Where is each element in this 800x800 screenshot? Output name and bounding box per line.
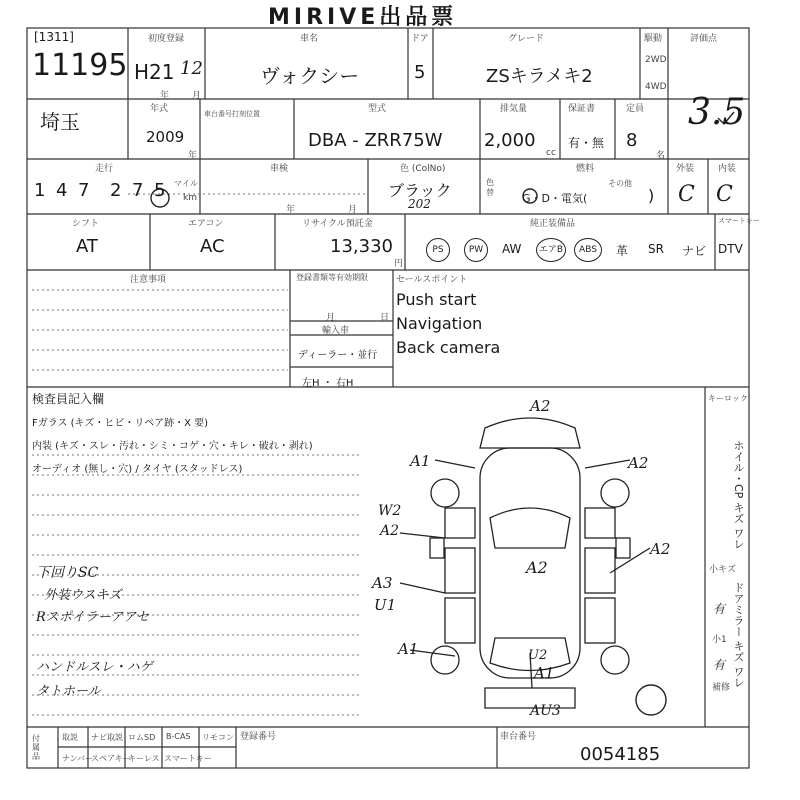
fuel-close: ) <box>648 186 655 205</box>
handwritten-note: ハンドルスレ・ハゲ <box>36 660 153 675</box>
damage-mark: A1 <box>410 452 431 470</box>
keylock-header: キーロック <box>708 394 748 403</box>
grade-header: グレード <box>508 34 545 44</box>
recycle-header: リサイクル預託金 <box>302 219 373 229</box>
equipment-header: 純正装備品 <box>530 219 576 229</box>
chassis-no-header: 車台番号 <box>500 732 537 742</box>
door-mirror-damage: ドアミラー キズ ワレ <box>732 582 745 688</box>
part-item: キーレス <box>128 754 160 763</box>
part-item: ロムSD <box>128 733 156 742</box>
right-front-door <box>585 548 615 593</box>
import-header: 輸入車 <box>322 326 350 336</box>
smartkey-header: スマートキー <box>718 217 760 225</box>
seats-unit: 名 <box>656 151 666 161</box>
air-conditioner: AC <box>200 236 225 257</box>
handwritten-note: タトホール <box>36 684 101 699</box>
damage-mark-right: A2 <box>650 540 671 558</box>
color-no: 202 <box>408 197 431 211</box>
type-header: 型式 <box>368 104 387 114</box>
cc-header: 排気量 <box>500 104 528 114</box>
dealer-parallel: ディーラー・並行 <box>298 350 378 361</box>
part-item: 取説 <box>62 733 78 742</box>
color-change: 色替 <box>486 178 494 197</box>
right-fender <box>585 508 615 538</box>
inspector-line: 内装 (キズ・スレ・汚れ・シミ・コゲ・穴・キレ・破れ・剥れ) <box>32 441 313 452</box>
left-fender <box>445 508 475 538</box>
damage-mark: A2 <box>380 523 400 539</box>
right-rear-door <box>585 598 615 643</box>
notes-header: 注意事項 <box>130 275 167 285</box>
damage-mark: A2 <box>530 397 551 415</box>
reg-no-header: 登録番号 <box>240 732 277 742</box>
model-name: ヴォクシー <box>260 64 360 88</box>
mileage-digit: 4 <box>56 180 68 201</box>
model-header: 車名 <box>300 34 319 44</box>
fuel-header: 燃料 <box>576 164 595 174</box>
damage-mark: U1 <box>374 596 397 614</box>
repair-label: 補修 <box>712 683 731 693</box>
left-rear-door <box>445 598 475 643</box>
mileage-digit: 2 <box>110 180 122 201</box>
equipment-pw: PW <box>464 238 488 262</box>
wheel-front-left <box>431 479 459 507</box>
shift: AT <box>76 236 98 257</box>
equipment-aw: AW <box>502 242 522 256</box>
damage-mark: A1 <box>398 640 419 658</box>
damage-mark: A3 <box>372 574 393 592</box>
handwritten-note: Rスポイラーアアセ <box>36 610 150 625</box>
fuel-other: その他 <box>608 179 632 188</box>
yen-unit: 円 <box>394 259 404 269</box>
sales-point: Navigation <box>396 314 483 333</box>
inspection-month: 月 <box>348 205 358 215</box>
mileage-digit: 7 <box>78 180 90 201</box>
mirror-left <box>430 538 444 558</box>
damage-mark: W2 <box>378 503 402 519</box>
form-title: MIRIVE出品票 <box>268 5 458 30</box>
vin-position-header: 車台番号打刻位置 <box>204 110 260 118</box>
damage-mark: A2 <box>526 558 548 577</box>
side-mark: 有 <box>713 658 726 672</box>
interior-header: 内装 <box>718 164 737 174</box>
mileage-digit: 5 <box>154 180 166 201</box>
equipment-airbag: エアB <box>536 238 566 262</box>
damage-mark: AU3 <box>530 703 561 719</box>
equipment-ps: PS <box>426 238 450 262</box>
part-item: ナビ取説 <box>91 733 123 742</box>
drive-4wd: 4WD <box>645 82 667 92</box>
shift-header: シフト <box>72 219 100 229</box>
handwritten-note: 外装ウスキズ <box>44 588 122 603</box>
damage-mark: U2 <box>528 648 548 663</box>
reg-month: 月 <box>326 313 336 323</box>
doors: 5 <box>414 62 426 83</box>
equipment-leather: 革 <box>616 244 629 258</box>
year-unit-2: 年 <box>188 151 198 161</box>
score-value: 3.5 <box>688 92 746 133</box>
side-mark: 有 <box>713 602 726 616</box>
year-header: 年式 <box>150 104 169 114</box>
first-reg-header: 初度登録 <box>148 34 185 44</box>
warranty: 有・無 <box>568 136 605 150</box>
mileage-digit: 7 <box>132 180 144 201</box>
model-year: 2009 <box>146 128 185 146</box>
inspector-line: Fガラス (キズ・ヒビ・リペア跡・X 要) <box>32 418 209 429</box>
parts-header: 付属品 <box>32 734 40 761</box>
left-front-door <box>445 548 475 593</box>
small-line-label: 小1 <box>712 635 727 645</box>
part-item: ナンバー <box>62 754 94 763</box>
inspection-year: 年 <box>286 205 296 215</box>
lot-number: 11195 <box>32 48 128 83</box>
seats: 8 <box>626 130 638 151</box>
damage-mark: A2 <box>628 454 649 472</box>
doors-header: ドア <box>411 34 429 44</box>
wheel-front-right <box>601 479 629 507</box>
prefecture: 埼玉 <box>40 110 80 134</box>
equipment-navi: ナビ <box>682 244 707 258</box>
drive-header: 駆動 <box>644 34 663 44</box>
front-bumper <box>480 418 580 448</box>
part-item: スマートキー <box>164 754 212 763</box>
seats-header: 定員 <box>626 104 645 114</box>
mileage-unit-km: km <box>183 193 197 203</box>
sales-point: Push start <box>396 290 477 309</box>
model-type: DBA - ZRR75W <box>308 130 443 151</box>
part-item: リモコン <box>202 733 234 742</box>
equipment-sunroof: SR <box>648 242 664 256</box>
mileage-digit: 1 <box>34 180 48 201</box>
warranty-header: 保証書 <box>568 104 596 114</box>
fuel: G・D・電気( <box>522 192 588 205</box>
grade: ZSキラメキ2 <box>486 66 593 87</box>
small-scratch-label: 小キズ <box>709 565 736 575</box>
drive-2wd: 2WD <box>645 55 667 65</box>
inspector-header: 検査員記入欄 <box>32 392 105 406</box>
damage-mark: A1 <box>534 664 555 682</box>
ac-header: エアコン <box>188 219 224 229</box>
wheel-rear-right <box>601 646 629 674</box>
equipment-abs: ABS <box>574 238 602 262</box>
displacement: 2,000 <box>484 130 536 151</box>
reg-day: 日 <box>380 313 390 323</box>
recycle-fee: 13,330 <box>330 236 393 257</box>
exterior-header: 外装 <box>676 164 695 174</box>
handwritten-note: 下回りSC <box>36 565 99 581</box>
windshield <box>490 508 570 548</box>
steering-side: 左H ・ 右H <box>302 378 354 389</box>
color-header: 色 (ColNo) <box>400 164 446 174</box>
inspection-header: 車検 <box>270 164 289 174</box>
wheel-rear-left <box>431 646 459 674</box>
part-item: スペアキー <box>91 754 131 763</box>
lot-tag: [1311] <box>34 30 74 44</box>
interior-grade: C <box>716 182 733 207</box>
year-unit: 年 <box>160 91 170 101</box>
wheel-cap-damage: ホイル・CP キズ ワレ <box>732 440 745 550</box>
sales-point-header: セールスポイント <box>396 275 468 285</box>
inspector-line: オーディオ (無し・穴) / タイヤ (スタッドレス) <box>32 464 243 475</box>
first-reg-era: H21 <box>134 60 175 84</box>
cc-unit: cc <box>546 148 556 158</box>
equipment-dtv: DTV <box>718 242 743 256</box>
sales-point: Back camera <box>396 338 501 357</box>
color: ブラック <box>388 181 452 200</box>
first-reg-month: 12 <box>180 58 203 79</box>
month-unit: 月 <box>192 91 202 101</box>
part-item: B-CAS <box>166 732 191 741</box>
score-header: 評価点 <box>690 34 718 44</box>
mirror-right <box>616 538 630 558</box>
exterior-grade: C <box>678 182 695 207</box>
chassis-number: 0054185 <box>580 744 661 765</box>
mileage-unit-mile: マイル <box>174 179 198 188</box>
mileage-header: 走行 <box>95 164 114 174</box>
reg-deadline-header: 登録書類等有効期限 <box>296 273 368 282</box>
